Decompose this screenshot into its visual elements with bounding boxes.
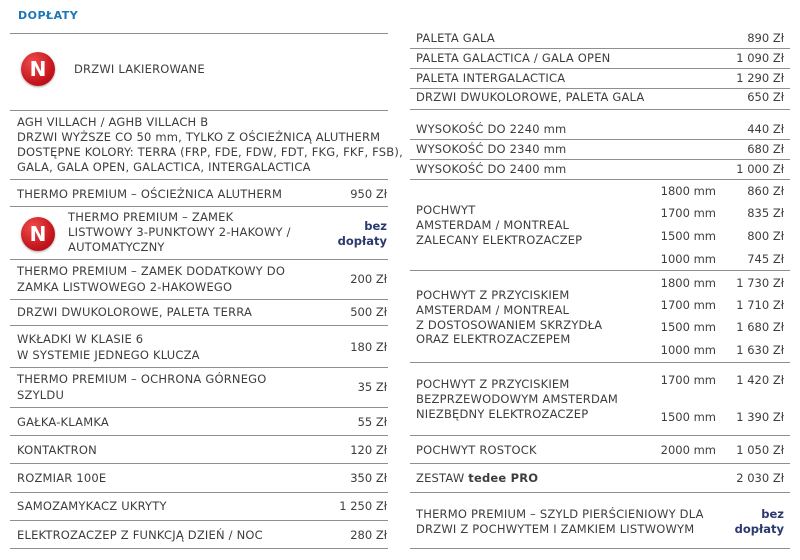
- rozmiar-label: ROZMIAR 100E: [17, 471, 107, 485]
- amsterdam-line-2: AMSTERDAM / MONTREAL: [416, 218, 570, 232]
- divider: [410, 139, 790, 140]
- elektrozaczep-price: 280 Zł: [350, 528, 387, 542]
- paleta-gala-price: 890 Zł: [747, 31, 784, 45]
- dwukolor-terra-price: 500 Zł: [350, 305, 387, 319]
- zamek-dod-line-1: THERMO PREMIUM – ZAMEK DODATKOWY DO: [17, 264, 286, 278]
- wysokosc-2340-label: WYSOKOŚĆ DO 2340 mm: [416, 142, 567, 156]
- przycisk-price-1000: 1 630 Zł: [736, 343, 784, 357]
- rostock-label: POCHWYT ROSTOCK: [416, 443, 537, 457]
- przycisk-line-1: POCHWYT Z PRZYCISKIEM: [416, 288, 570, 302]
- amsterdam-line-3: ZALECANY ELEKTROZACZEP: [416, 233, 583, 247]
- zestaw-label: [416, 471, 538, 486]
- amsterdam-price-1800: 860 Zł: [747, 184, 784, 198]
- amsterdam-size-1700: 1700 mm: [660, 206, 716, 220]
- alutherm-label: THERMO PREMIUM – OŚCIEŻNICA ALUTHERM: [17, 187, 283, 201]
- divider: [10, 33, 388, 34]
- divider: [410, 362, 790, 363]
- samozamykacz-label: SAMOZAMYKACZ UKRYTY: [17, 499, 167, 513]
- bezprzewodowy-price-1700: 1 420 Zł: [736, 373, 784, 387]
- wkladki-line-2: W SYSTEMIE JEDNEGO KLUCZA: [17, 348, 200, 362]
- new-badge-icon: N: [21, 52, 55, 86]
- przycisk-line-3: Z DOSTOSOWANIEM SKRZYDŁA: [416, 318, 603, 332]
- divider: [10, 548, 388, 549]
- wysokosc-2400-label: WYSOKOŚĆ DO 2400 mm: [416, 162, 567, 176]
- przycisk-line-4: ORAZ ELEKTROZACZEPEM: [416, 332, 571, 346]
- dwukolor-gala-label: DRZWI DWUKOLOROWE, PALETA GALA: [416, 90, 645, 104]
- wysokosc-2400-price: 1 000 Zł: [736, 162, 784, 176]
- przycisk-price-1800: 1 730 Zł: [736, 276, 784, 290]
- szyld-line-2: DRZWI Z POCHWYTEM I ZAMKIEM LISTWOWYM: [416, 522, 695, 536]
- divider: [10, 179, 388, 180]
- przycisk-size-1800: 1800 mm: [660, 276, 716, 290]
- divider: [410, 68, 790, 69]
- zamek-line-3: AUTOMATYCZNY: [68, 240, 165, 254]
- paleta-galactica-label: PALETA GALACTICA / GALA OPEN: [416, 51, 611, 65]
- zamek-dod-line-2: ZAMKA LISTWOWEGO 2-HAKOWEGO: [17, 280, 233, 294]
- divider: [410, 179, 790, 180]
- amsterdam-price-1500: 800 Zł: [747, 229, 784, 243]
- tedee-brand: tedee PRO: [468, 471, 539, 485]
- przycisk-price-1500: 1 680 Zł: [736, 320, 784, 334]
- bezprzewodowy-line-3: NIEZBĘDNY ELEKTROZACZEP: [416, 407, 589, 421]
- divider: [410, 88, 790, 89]
- paleta-intergalactica-price: 1 290 Zł: [736, 71, 784, 85]
- amsterdam-size-1500: 1500 mm: [660, 229, 716, 243]
- paleta-galactica-price: 1 090 Zł: [736, 51, 784, 65]
- zestaw-price: 2 030 Zł: [736, 471, 784, 485]
- divider: [10, 110, 388, 111]
- szyld-price-2: dopłaty: [734, 522, 784, 536]
- divider: [410, 435, 790, 436]
- wkladki-price: 180 Zł: [350, 340, 387, 354]
- zamek-dod-price: 200 Zł: [350, 272, 387, 286]
- przycisk-size-1500: 1500 mm: [660, 320, 716, 334]
- divider: [410, 109, 790, 110]
- villach-line-2: DRZWI WYŻSZE CO 50 mm, TYLKO Z OŚCIEŻNICĄ ALUTHERM: [17, 130, 381, 144]
- divider: [10, 407, 388, 408]
- lakierowane-label: DRZWI LAKIEROWANE: [74, 62, 205, 76]
- kontaktron-price: 120 Zł: [350, 443, 387, 457]
- rostock-price: 1 050 Zł: [736, 443, 784, 457]
- amsterdam-size-1000: 1000 mm: [660, 252, 716, 266]
- villach-line-4: GALA, GALA OPEN, GALACTICA, INTERGALACTICA: [17, 160, 311, 174]
- kontaktron-label: KONTAKTRON: [17, 443, 97, 457]
- alutherm-price: 950 Zł: [350, 187, 387, 201]
- przycisk-line-2: AMSTERDAM / MONTREAL: [416, 303, 570, 317]
- divider: [10, 299, 388, 300]
- ochrona-line-2: SZYLDU: [17, 388, 65, 402]
- rozmiar-price: 350 Zł: [350, 471, 387, 485]
- wysokosc-2240-price: 440 Zł: [747, 122, 784, 136]
- section-title: DOPŁATY: [18, 9, 79, 22]
- szyld-line-1: THERMO PREMIUM – SZYLD PIERŚCIENIOWY DLA: [416, 507, 704, 521]
- przycisk-price-1700: 1 710 Zł: [736, 298, 784, 312]
- amsterdam-price-1700: 835 Zł: [747, 206, 784, 220]
- divider: [410, 463, 790, 464]
- dwukolor-terra-label: DRZWI DWUKOLOROWE, PALETA TERRA: [17, 305, 253, 319]
- divider: [10, 325, 388, 326]
- villach-line-3: DOSTĘPNE KOLORY: TERRA (FRP, FDE, FDW, FDT, FKG, FKF, FSB),: [17, 145, 403, 159]
- przycisk-size-1700: 1700 mm: [660, 298, 716, 312]
- galka-price: 55 Zł: [357, 415, 387, 429]
- zestaw-word: ZESTAW: [416, 471, 465, 485]
- divider: [10, 367, 388, 368]
- bezprzewodowy-size-1500: 1500 mm: [660, 410, 716, 424]
- divider: [10, 435, 388, 436]
- divider: [410, 548, 790, 549]
- zamek-price-1: bez: [364, 219, 387, 233]
- zamek-price-2: dopłaty: [337, 234, 387, 248]
- elektrozaczep-label: ELEKTROZACZEP Z FUNKCJĄ DZIEŃ / NOC: [17, 528, 263, 542]
- bezprzewodowy-line-2: BEZPRZEWODOWYM AMSTERDAM: [416, 392, 619, 406]
- villach-line-1: AGH VILLACH / AGHB VILLACH B: [17, 115, 209, 129]
- divider: [10, 520, 388, 521]
- amsterdam-size-1800: 1800 mm: [660, 184, 716, 198]
- szyld-price-1: bez: [761, 507, 784, 521]
- samozamykacz-price: 1 250 Zł: [339, 499, 387, 513]
- galka-label: GAŁKA-KLAMKA: [17, 415, 109, 429]
- wysokosc-2240-label: WYSOKOŚĆ DO 2240 mm: [416, 122, 567, 136]
- wysokosc-2340-price: 680 Zł: [747, 142, 784, 156]
- zamek-line-1: THERMO PREMIUM – ZAMEK: [68, 210, 234, 224]
- bezprzewodowy-size-1700: 1700 mm: [660, 373, 716, 387]
- przycisk-size-1000: 1000 mm: [660, 343, 716, 357]
- divider: [410, 492, 790, 493]
- bezprzewodowy-line-1: POCHWYT Z PRZYCISKIEM: [416, 377, 570, 391]
- divider: [410, 159, 790, 160]
- divider: [410, 48, 790, 49]
- rostock-size: 2000 mm: [660, 443, 716, 457]
- ochrona-line-1: THERMO PREMIUM – OCHRONA GÓRNEGO: [17, 372, 267, 386]
- ochrona-price: 35 Zł: [357, 380, 387, 394]
- divider: [10, 492, 388, 493]
- divider: [410, 270, 790, 271]
- paleta-gala-label: PALETA GALA: [416, 31, 495, 45]
- amsterdam-price-1000: 745 Zł: [747, 252, 784, 266]
- dwukolor-gala-price: 650 Zł: [747, 90, 784, 104]
- bezprzewodowy-price-1500: 1 390 Zł: [736, 410, 784, 424]
- divider: [10, 259, 388, 260]
- new-badge-icon: N: [21, 217, 55, 251]
- amsterdam-line-1: POCHWYT: [416, 203, 476, 217]
- wkladki-line-1: WKŁADKI W KLASIE 6: [17, 332, 144, 346]
- divider: [10, 463, 388, 464]
- divider: [10, 206, 388, 207]
- paleta-intergalactica-label: PALETA INTERGALACTICA: [416, 71, 566, 85]
- zamek-line-2: LISTWOWY 3-PUNKTOWY 2-HAKOWY /: [68, 225, 291, 239]
